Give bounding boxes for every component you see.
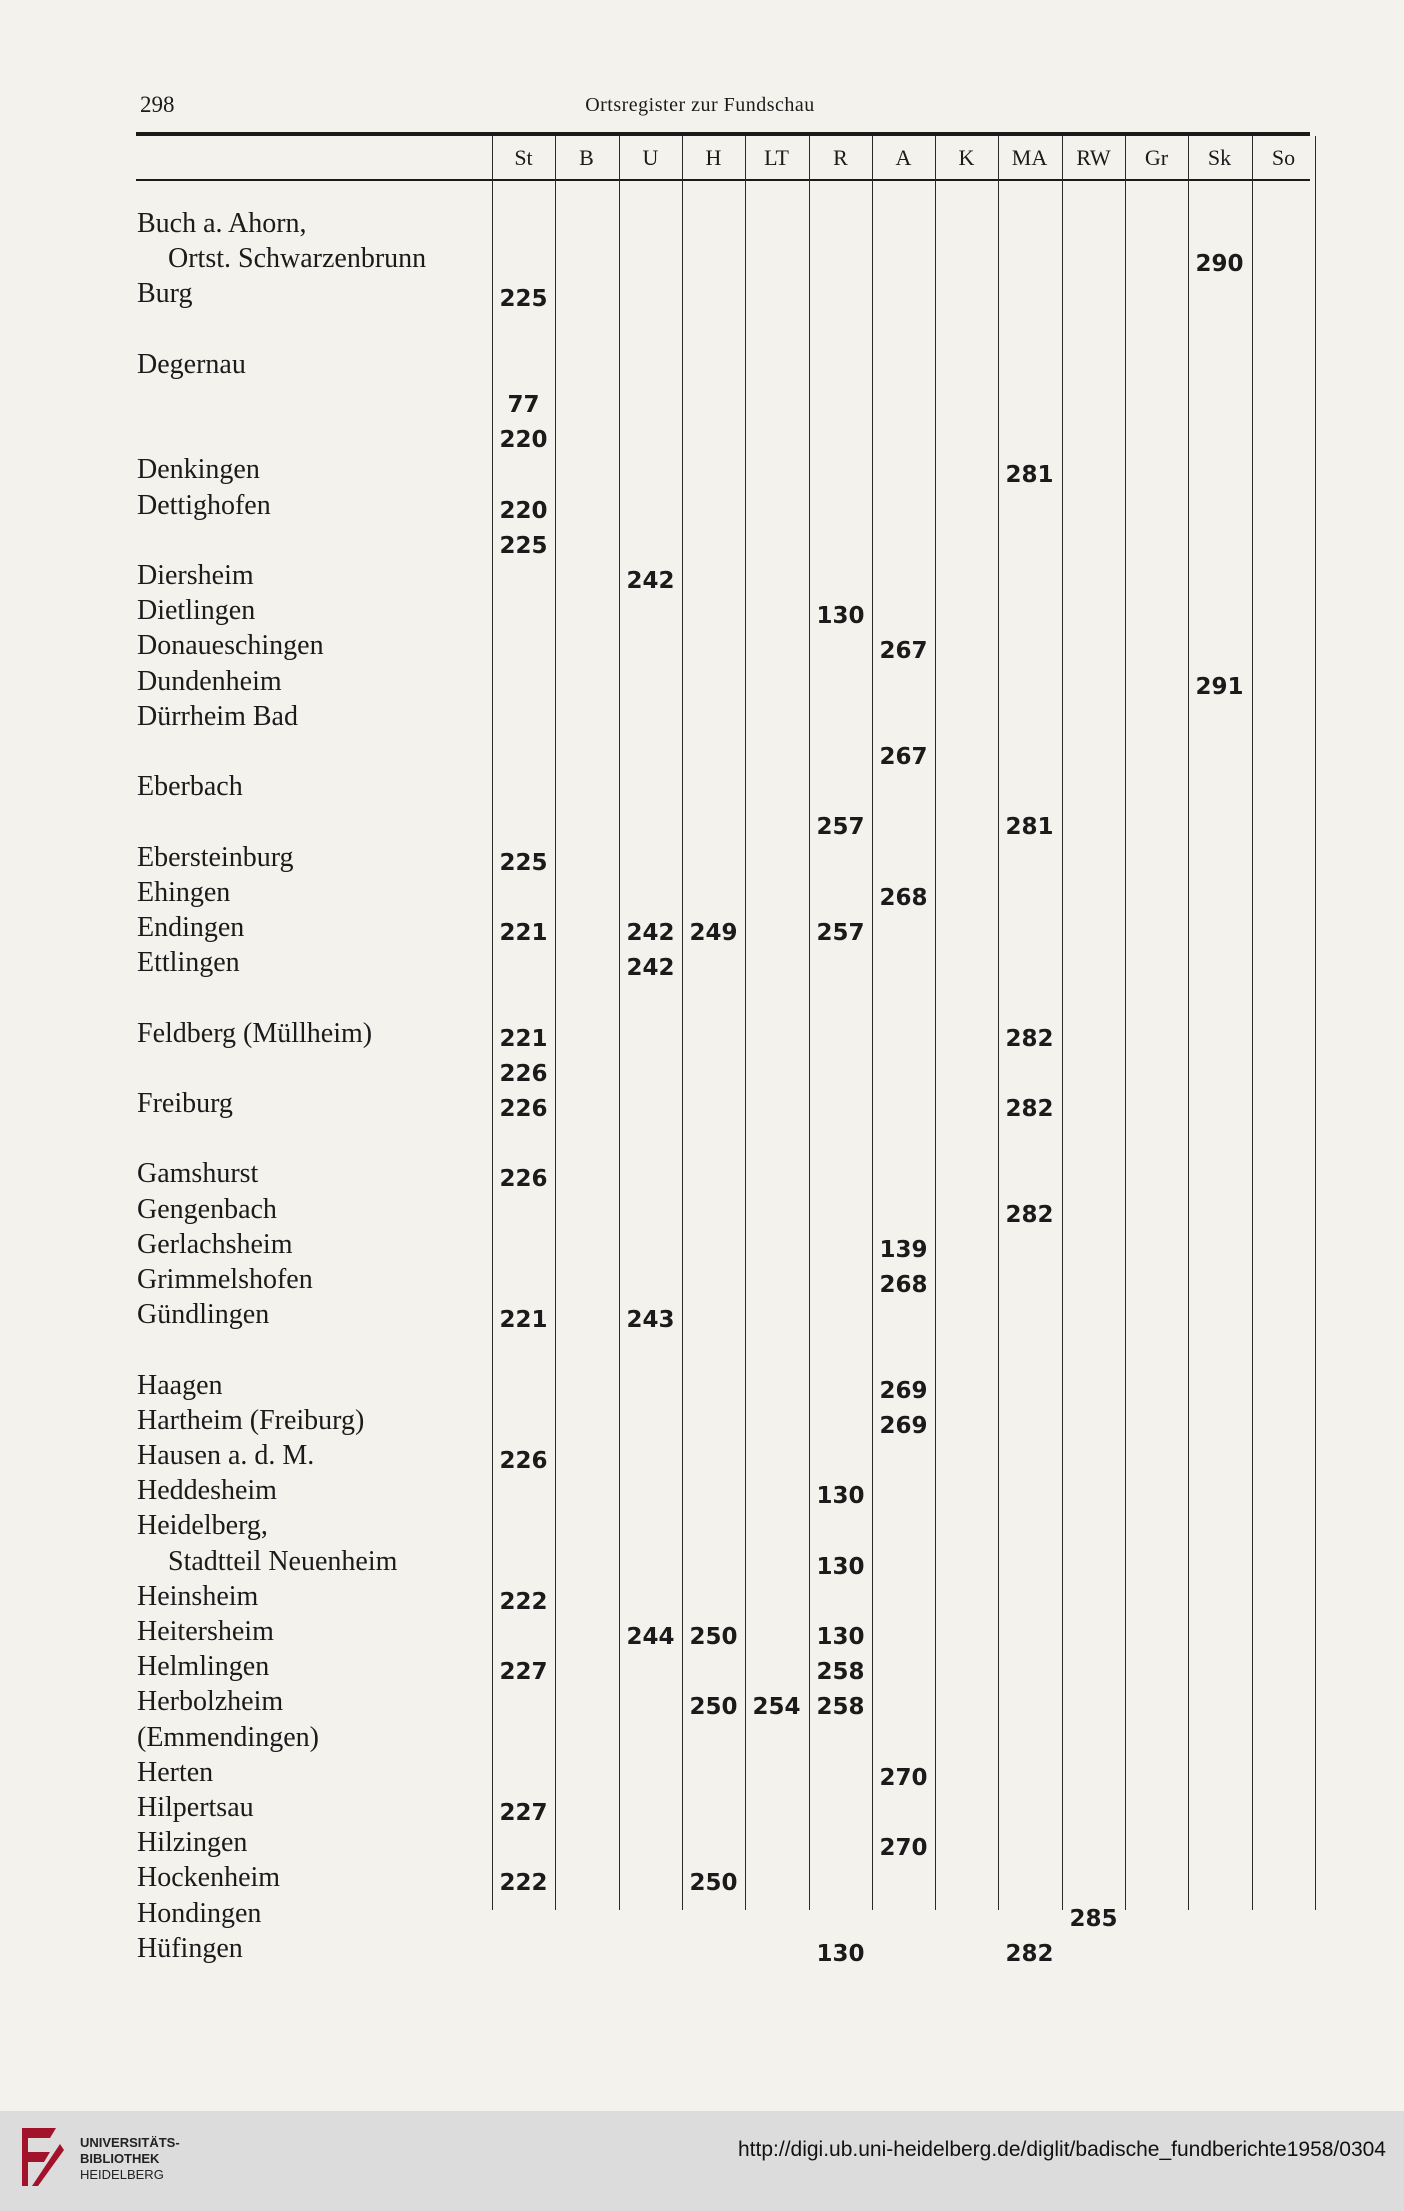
page-reference: 227 (499, 1800, 548, 1826)
column-header: RW (1076, 145, 1111, 170)
column-divider (1062, 136, 1063, 1910)
column-divider (935, 136, 936, 1910)
place-name: Freiburg (137, 1088, 233, 1119)
place-name: Denkingen (137, 454, 260, 485)
page-reference: 267 (879, 638, 928, 664)
page-reference: 270 (879, 1835, 928, 1861)
page-reference: 258 (816, 1694, 865, 1720)
source-url-link[interactable]: http://digi.ub.uni-heidelberg.de/diglit/badische_fundberichte1958/0304 (738, 2138, 1386, 2161)
column-header: R (833, 145, 848, 170)
place-name: Buch a. Ahorn, (137, 208, 307, 239)
page-reference: 139 (879, 1237, 928, 1263)
library-name (80, 2135, 180, 2183)
page-reference: 268 (879, 885, 928, 911)
place-name: Gengenbach (137, 1194, 277, 1225)
place-name: Ortst. Schwarzenbrunn (168, 243, 427, 274)
header-rule (136, 179, 1310, 181)
page-reference: 77 (507, 392, 540, 418)
column-divider (1315, 136, 1316, 1910)
running-title: Ortsregister zur Fundschau (585, 94, 815, 116)
page-reference: 225 (499, 850, 548, 876)
place-name: Gerlachsheim (137, 1229, 293, 1260)
page-reference: 221 (499, 1026, 548, 1052)
page-reference: 282 (1005, 1202, 1054, 1228)
column-divider (998, 136, 999, 1910)
page-reference: 254 (752, 1694, 801, 1720)
column-header: Sk (1207, 145, 1232, 170)
top-rule (136, 132, 1310, 136)
place-name: Herten (137, 1757, 214, 1788)
place-name: Haagen (137, 1370, 223, 1401)
place-name: Endingen (137, 912, 245, 943)
page-reference: 242 (626, 955, 675, 981)
page-reference: 281 (1005, 814, 1054, 840)
page-reference: 226 (499, 1448, 548, 1474)
page-reference: 282 (1005, 1026, 1054, 1052)
column-divider (555, 136, 556, 1910)
column-divider (872, 136, 873, 1910)
page-reference: 225 (499, 286, 548, 312)
place-name: Heddesheim (137, 1475, 277, 1506)
place-name: Dürrheim Bad (137, 701, 298, 732)
page-reference: 281 (1005, 462, 1054, 488)
library-name-line: UNIVERSITÄTS- (80, 2135, 180, 2150)
place-name: Heidelberg, (137, 1510, 268, 1541)
page-reference: 244 (626, 1624, 675, 1650)
page-reference: 268 (879, 1272, 928, 1298)
page-reference: 130 (816, 1624, 865, 1650)
page-reference: 282 (1005, 1941, 1054, 1967)
place-name: Hilzingen (137, 1827, 248, 1858)
page-reference: 267 (879, 744, 928, 770)
library-name-line: HEIDELBERG (80, 2167, 164, 2182)
column-header: H (705, 145, 722, 170)
page-reference: 226 (499, 1096, 548, 1122)
column-divider (1252, 136, 1253, 1910)
place-name: Eberbach (137, 771, 243, 802)
page-reference: 222 (499, 1589, 548, 1615)
library-logo-icon (16, 2124, 66, 2190)
page-reference: 225 (499, 533, 548, 559)
place-name: (Emmendingen) (137, 1722, 319, 1753)
place-name: Grimmelshofen (137, 1264, 313, 1295)
page-reference: 242 (626, 568, 675, 594)
column-header: So (1271, 145, 1296, 170)
page-number: 298 (140, 92, 175, 117)
page-reference: 222 (499, 1870, 548, 1896)
library-name-line: BIBLIOTHEK (80, 2151, 160, 2166)
page-reference: 257 (816, 920, 865, 946)
page-reference: 270 (879, 1765, 928, 1791)
place-name: Heinsheim (137, 1581, 259, 1612)
page-reference: 291 (1195, 674, 1244, 700)
page-reference: 242 (626, 920, 675, 946)
column-header: B (579, 145, 594, 170)
page-reference: 221 (499, 1307, 548, 1333)
page-reference: 220 (499, 427, 548, 453)
page-reference: 282 (1005, 1096, 1054, 1122)
page-reference: 221 (499, 920, 548, 946)
place-name: Hilpertsau (137, 1792, 254, 1823)
page-reference: 220 (499, 498, 548, 524)
place-name: Ebersteinburg (137, 842, 294, 873)
page-reference: 269 (879, 1378, 928, 1404)
place-name: Hondingen (137, 1898, 262, 1929)
place-name: Ehingen (137, 877, 231, 908)
page-reference: 249 (689, 920, 738, 946)
place-name: Diersheim (137, 560, 254, 591)
place-name: Ettlingen (137, 947, 240, 978)
page-reference: 250 (689, 1694, 738, 1720)
column-header: MA (1011, 145, 1048, 170)
page-reference: 130 (816, 603, 865, 629)
page-reference: 227 (499, 1659, 548, 1685)
place-name: Degernau (137, 349, 246, 380)
page-reference: 226 (499, 1061, 548, 1087)
place-name: Hartheim (Freiburg) (137, 1405, 365, 1436)
place-name: Burg (137, 278, 193, 309)
column-header: St (514, 145, 533, 170)
page-reference: 285 (1069, 1906, 1118, 1932)
place-name: Hockenheim (137, 1862, 281, 1893)
page-reference: 258 (816, 1659, 865, 1685)
place-name: Herbolzheim (137, 1686, 284, 1717)
place-name: Helmlingen (137, 1651, 270, 1682)
place-name: Stadtteil Neuenheim (168, 1546, 398, 1577)
place-name: Hausen a. d. M. (137, 1440, 315, 1471)
place-name: Heitersheim (137, 1616, 274, 1647)
column-header: K (958, 145, 975, 170)
page-reference: 130 (816, 1554, 865, 1580)
page-reference: 250 (689, 1870, 738, 1896)
place-name: Dundenheim (137, 666, 282, 697)
page-reference: 269 (879, 1413, 928, 1439)
place-name: Hüfingen (137, 1933, 243, 1964)
column-divider (1188, 136, 1189, 1910)
place-name: Gündlingen (137, 1299, 270, 1330)
page-reference: 226 (499, 1166, 548, 1192)
column-header: U (642, 145, 659, 170)
page-reference: 250 (689, 1624, 738, 1650)
page-reference: 130 (816, 1941, 865, 1967)
page-reference: 290 (1195, 251, 1244, 277)
place-name: Dietlingen (137, 595, 256, 626)
place-name: Gamshurst (137, 1158, 259, 1189)
place-name: Donaueschingen (137, 630, 324, 661)
place-name: Dettighofen (137, 490, 271, 521)
column-header: LT (764, 145, 789, 170)
page-reference: 257 (816, 814, 865, 840)
column-divider (1125, 136, 1126, 1910)
place-name: Feldberg (Müllheim) (137, 1018, 373, 1049)
column-divider (745, 136, 746, 1910)
column-header: Gr (1144, 145, 1169, 170)
page-reference: 243 (626, 1307, 675, 1333)
page-reference: 130 (816, 1483, 865, 1509)
column-header: A (895, 145, 912, 170)
